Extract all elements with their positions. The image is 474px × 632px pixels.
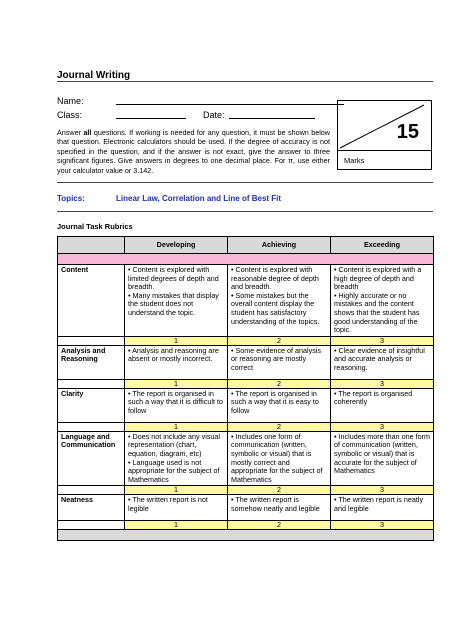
score-cell: 1: [125, 422, 228, 431]
rubric-header-row: [58, 237, 434, 254]
score-row: [58, 486, 434, 495]
table-footer: [58, 530, 434, 541]
score-cell: 2: [228, 379, 331, 388]
pink-band: [58, 254, 434, 265]
developing-cell: [125, 345, 228, 379]
pink-band-cell: [58, 254, 434, 265]
table-footer-cell: [58, 530, 434, 541]
developing-cell: [125, 431, 228, 486]
achieving-cell: [228, 388, 331, 422]
rubric-row: [58, 388, 434, 422]
exceeding-cell: [331, 265, 434, 337]
achieving-cell: [228, 265, 331, 337]
score-row: [58, 379, 434, 388]
descriptor-text: • Includes one form of communication (written, symbolic or visual) that is mostly correct and appropriate for the subject of Mathematics: [231, 431, 323, 484]
score-cell: 2: [228, 486, 331, 495]
exceeding-cell: [331, 431, 434, 486]
score-cell: 3: [331, 521, 434, 530]
achieving-cell: [228, 345, 331, 379]
score-cell: 3: [331, 486, 434, 495]
score-cell: 2: [228, 422, 331, 431]
descriptor-text: • Language used is not appropriate for the subject of Mathematics: [128, 457, 220, 484]
date-field[interactable]: [229, 118, 315, 119]
class-field[interactable]: [116, 118, 186, 119]
score-cell: 2: [228, 336, 331, 345]
criterion-cell: Content: [58, 265, 125, 337]
exceeding-cell: [331, 388, 434, 422]
score-cell: 3: [331, 422, 434, 431]
descriptor-text: • The report is organised in such a way that it is easy to follow: [231, 388, 319, 415]
score-row: [58, 521, 434, 530]
score-row: [58, 336, 434, 345]
topics-label: Topics:: [57, 194, 85, 203]
score-cell: 3: [331, 336, 434, 345]
criterion-cell: Language and Communication: [58, 431, 125, 486]
descriptor-text: • Highly accurate or no mistakes and the content shows that the student has good understanding of the topic.: [334, 290, 420, 335]
criterion-cell: Analysis and Reasoning: [58, 345, 125, 379]
descriptor-text: • Clear evidence of insightful and accurate analysis or reasoning.: [334, 345, 425, 372]
marks-box: [337, 100, 432, 170]
descriptor-text: • Does not include any visual representation (chart, equation, diagram, etc): [128, 431, 221, 458]
descriptor-text: • Many mistakes that display the student does not understand the topic.: [128, 290, 219, 317]
section-rule: [57, 182, 433, 183]
header-blank: [58, 237, 125, 254]
class-label: Class:: [57, 110, 83, 120]
descriptor-text: • Analysis and reasoning are absent or mostly incorrect.: [128, 345, 219, 364]
achieving-cell: [228, 495, 331, 521]
descriptor-text: • Some mistakes but the overall content display the student has satisfactory understanding of the topics.: [231, 290, 320, 326]
descriptor-text: • Content is explored with limited degrees of depth and breadth.: [128, 265, 219, 292]
developing-cell: [125, 265, 228, 337]
descriptor-text: • The written report is not legible: [128, 495, 208, 513]
topics-value: Linear Law, Correlation and Line of Best Fit: [116, 194, 282, 203]
marks-label: Marks: [344, 156, 365, 165]
rubric-row: [58, 345, 434, 379]
score-blank-cell: [58, 486, 125, 495]
criterion-cell: Neatness: [58, 495, 125, 521]
name-field[interactable]: [116, 104, 344, 105]
instructions: Answer all questions. If working is needed for any question, it must be shown below that question. Electronic calculators should be used. If the degree of accuracy is not specified in the question, and if the answer is not exact, give the answer to three significant figures. Give answers in degrees to one decimal place. For π, use either your calculator value or 3.142.: [57, 128, 331, 175]
descriptor-text: • Content is explored with a high degree of depth and breadth: [334, 265, 422, 292]
score-blank-cell: [58, 422, 125, 431]
rubric-row: [58, 431, 434, 486]
score-blank-cell: [58, 379, 125, 388]
score-blank-cell: [58, 336, 125, 345]
rubric-row: [58, 265, 434, 337]
topics-rule: [57, 211, 433, 212]
name-label: Name:: [57, 96, 84, 106]
score-cell: 1: [125, 336, 228, 345]
exceeding-cell: [331, 345, 434, 379]
descriptor-text: • Includes more than one form of communication (written, symbolic or visual) that is accurate for the subject of Mathematics: [334, 431, 431, 476]
score-cell: 1: [125, 521, 228, 530]
title-rule: [57, 81, 433, 82]
developing-cell: [125, 495, 228, 521]
exceeding-cell: [331, 495, 434, 521]
rubric-row: [58, 495, 434, 521]
rubric-title: Journal Task Rubrics: [57, 222, 133, 231]
criterion-cell: Clarity: [58, 388, 125, 422]
descriptor-text: • The written report is somehow neatly and legible: [231, 495, 320, 513]
rubric-table: [57, 236, 434, 541]
score-row: [58, 422, 434, 431]
score-cell: 2: [228, 521, 331, 530]
descriptor-text: • The report is organised coherently: [334, 388, 413, 407]
developing-cell: [125, 388, 228, 422]
marks-total: 15: [396, 121, 419, 143]
header-achieving: Achieving: [228, 237, 331, 254]
descriptor-text: • The report is organised in such a way that it is difficult to follow: [128, 388, 223, 415]
achieving-cell: [228, 431, 331, 486]
descriptor-text: • Content is explored with reasonable degree of depth and breadth.: [231, 265, 319, 292]
score-cell: 1: [125, 486, 228, 495]
score-cell: 3: [331, 379, 434, 388]
page-title: Journal Writing: [57, 70, 131, 81]
marks-divider: [338, 150, 431, 151]
descriptor-text: • Some evidence of analysis or reasoning are mostly correct: [231, 345, 322, 372]
header-developing: Developing: [125, 237, 228, 254]
descriptor-text: • The written report is neatly and legible: [334, 495, 424, 513]
score-blank-cell: [58, 521, 125, 530]
header-exceeding: Exceeding: [331, 237, 434, 254]
date-label: Date:: [203, 110, 225, 120]
score-cell: 1: [125, 379, 228, 388]
